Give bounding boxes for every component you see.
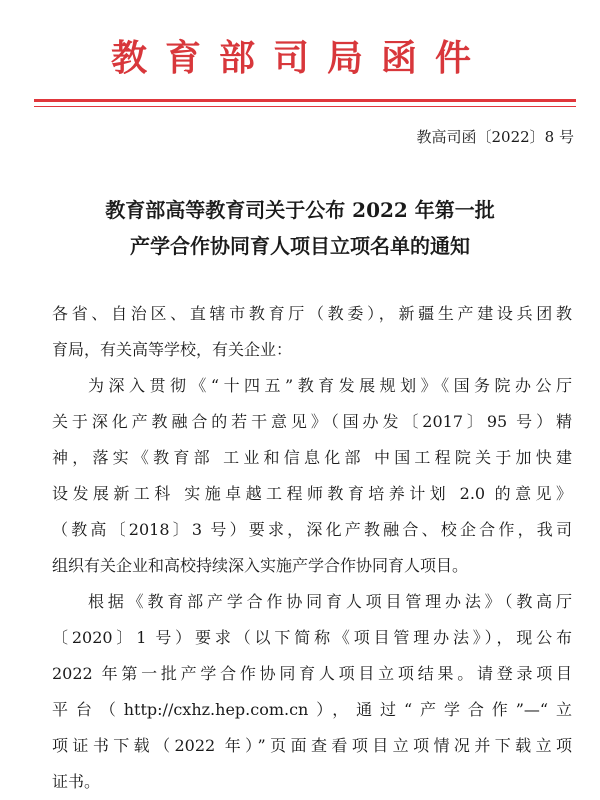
paragraph-line: 神，落实《教育部 工业和信息化部 中国工程院关于加快建 [52, 448, 572, 467]
paragraph-line: 项证书下载（2022 年）”页面查看项目立项情况并下载立项 [52, 736, 572, 755]
document-body [52, 296, 572, 800]
paragraph-line: 设发展新工科 实施卓越工程师教育培养计划 2.0 的意见》 [52, 484, 572, 503]
salutation-line: 各省、自治区、直辖市教育厅（教委），新疆生产建设兵团教 [52, 304, 572, 323]
paragraph-line: 组织有关企业和高校持续深入实施产学合作协同育人项目。 [52, 556, 469, 575]
paragraph-line: 平台（http://cxhz.hep.com.cn），通过“产学合作”—“立 [52, 700, 572, 719]
letterhead-rule-thick [34, 99, 576, 102]
paragraph-line: 根据《教育部产学合作协同育人项目管理办法》（教高厅 [88, 592, 572, 611]
document-title [0, 192, 600, 264]
paragraph-line: 为深入贯彻《“十四五”教育发展规划》《国务院办公厅 [88, 376, 572, 395]
title-line: 教育部高等教育司关于公布 2022 年第一批 [105, 198, 495, 222]
paragraph-line: 证书。 [52, 772, 101, 791]
document-number: 教高司函〔2022〕8 号 [416, 128, 574, 146]
paragraph-line: （教高〔2018〕3 号）要求，深化产教融合、校企合作，我司 [52, 520, 572, 539]
paragraph-line: 关于深化产教融合的若干意见》（国办发〔2017〕95 号）精 [52, 412, 572, 431]
title-line: 产学合作协同育人项目立项名单的通知 [130, 234, 470, 258]
letterhead-rule-thin [34, 106, 576, 107]
paragraph-line: 2022 年第一批产学合作协同育人项目立项结果。请登录项目 [52, 664, 572, 683]
paragraph-line: 〔2020〕1 号）要求（以下简称《项目管理办法》），现公布 [52, 628, 572, 647]
letterhead-title: 教育部司局函件 [110, 37, 489, 79]
salutation-line: 育局，有关高等学校，有关企业： [52, 340, 293, 359]
